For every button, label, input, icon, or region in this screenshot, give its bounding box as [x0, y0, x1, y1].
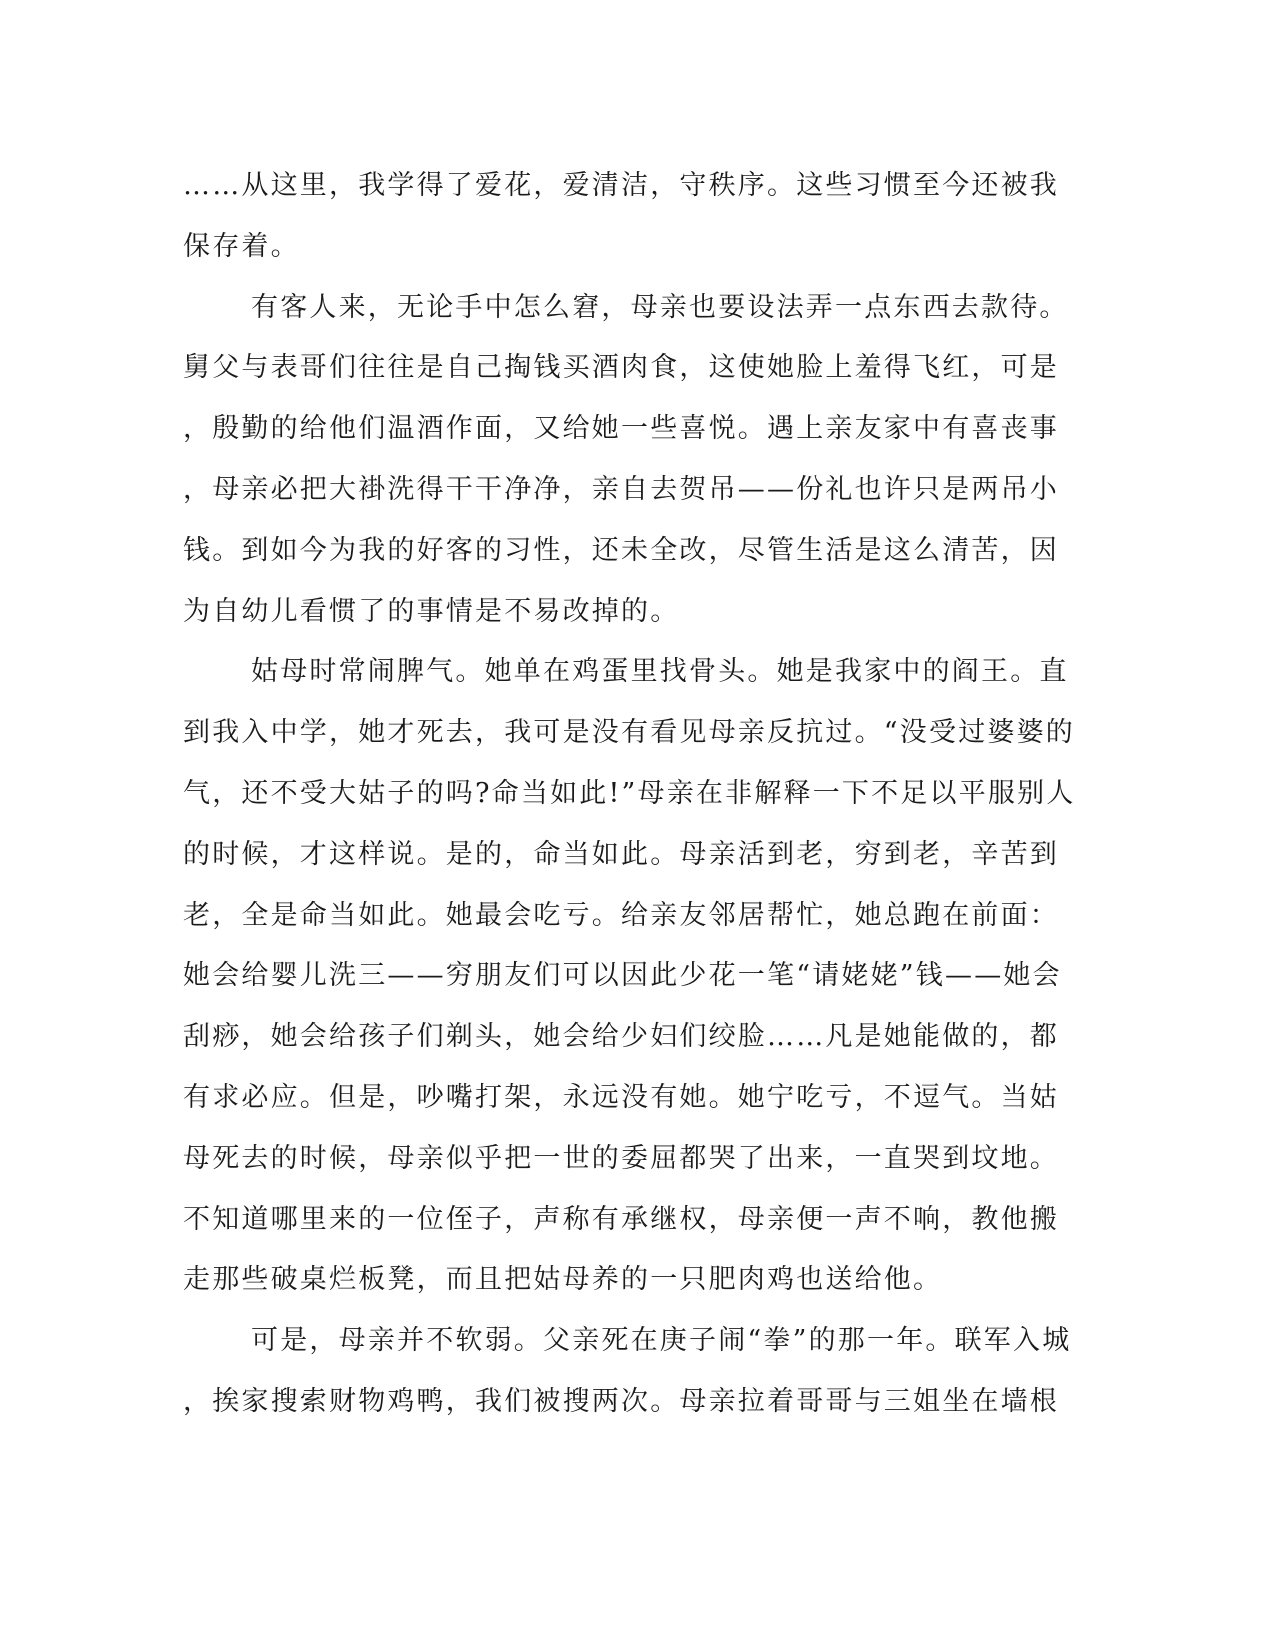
text-line: 到我入中学，她才死去，我可是没有看见母亲反抗过。“没受过婆婆的 [183, 717, 1076, 749]
text-line: 为自幼儿看惯了的事情是不易改掉的。 [183, 595, 680, 627]
text-line: 刮痧，她会给孩子们剃头，她会给少妇们绞脸……凡是她能做的，都 [183, 1021, 1059, 1053]
text-line: 母死去的时候，母亲似乎把一世的委屈都哭了出来，一直哭到坟地。 [183, 1142, 1059, 1174]
text-line: 有求必应。但是，吵嘴打架，永远没有她。她宁吃亏，不逗气。当姑 [183, 1081, 1059, 1113]
text-body [183, 156, 1076, 1433]
text-line: ……从这里，我学得了爱花，爱清洁，守秩序。这些习惯至今还被我 [183, 170, 1059, 201]
text-line: 的时候，才这样说。是的，命当如此。母亲活到老，穷到老，辛苦到 [183, 838, 1059, 870]
text-line: ，挨家搜索财物鸡鸭，我们被搜两次。母亲拉着哥哥与三姐坐在墙根 [183, 1385, 1059, 1417]
text-line: 气，还不受大姑子的吗?命当如此!”母亲在非解释一下不足以平服别人 [183, 777, 1076, 809]
text-line: 走那些破桌烂板凳，而且把姑母养的一只肥肉鸡也送给他。 [183, 1264, 943, 1296]
text-line: 舅父与表哥们往往是自己掏钱买酒肉食，这使她脸上羞得飞红，可是 [183, 352, 1059, 384]
text-line: ，殷勤的给他们温酒作面，又给她一些喜悦。遇上亲友家中有喜丧事 [183, 413, 1059, 445]
text-line: 她会给婴儿洗三——穷朋友们可以因此少花一笔“请姥姥”钱——她会 [183, 960, 1062, 992]
paragraph-first-line: 可是，母亲并不软弱。父亲死在庚子闹“拳”的那一年。联军入城 [251, 1325, 1072, 1357]
text-line: 钱。到如今为我的好客的习性，还未全改，尽管生活是这么清苦，因 [183, 534, 1059, 566]
text-line: ，母亲必把大褂洗得干干净净，亲自去贺吊——份礼也许只是两吊小 [183, 473, 1059, 505]
text-line: 保存着。 [183, 230, 300, 262]
text-line: 不知道哪里来的一位侄子，声称有承继权，母亲便一声不响，教他搬 [183, 1203, 1059, 1235]
paragraph-first-line: 姑母时常闹脾气。她单在鸡蛋里找骨头。她是我家中的阎王。直 [251, 656, 1069, 688]
paragraph-first-line: 有客人来，无论手中怎么窘，母亲也要设法弄一点东西去款待。 [251, 291, 1069, 323]
text-line: 老，全是命当如此。她最会吃亏。给亲友邻居帮忙，她总跑在前面： [183, 899, 1059, 931]
